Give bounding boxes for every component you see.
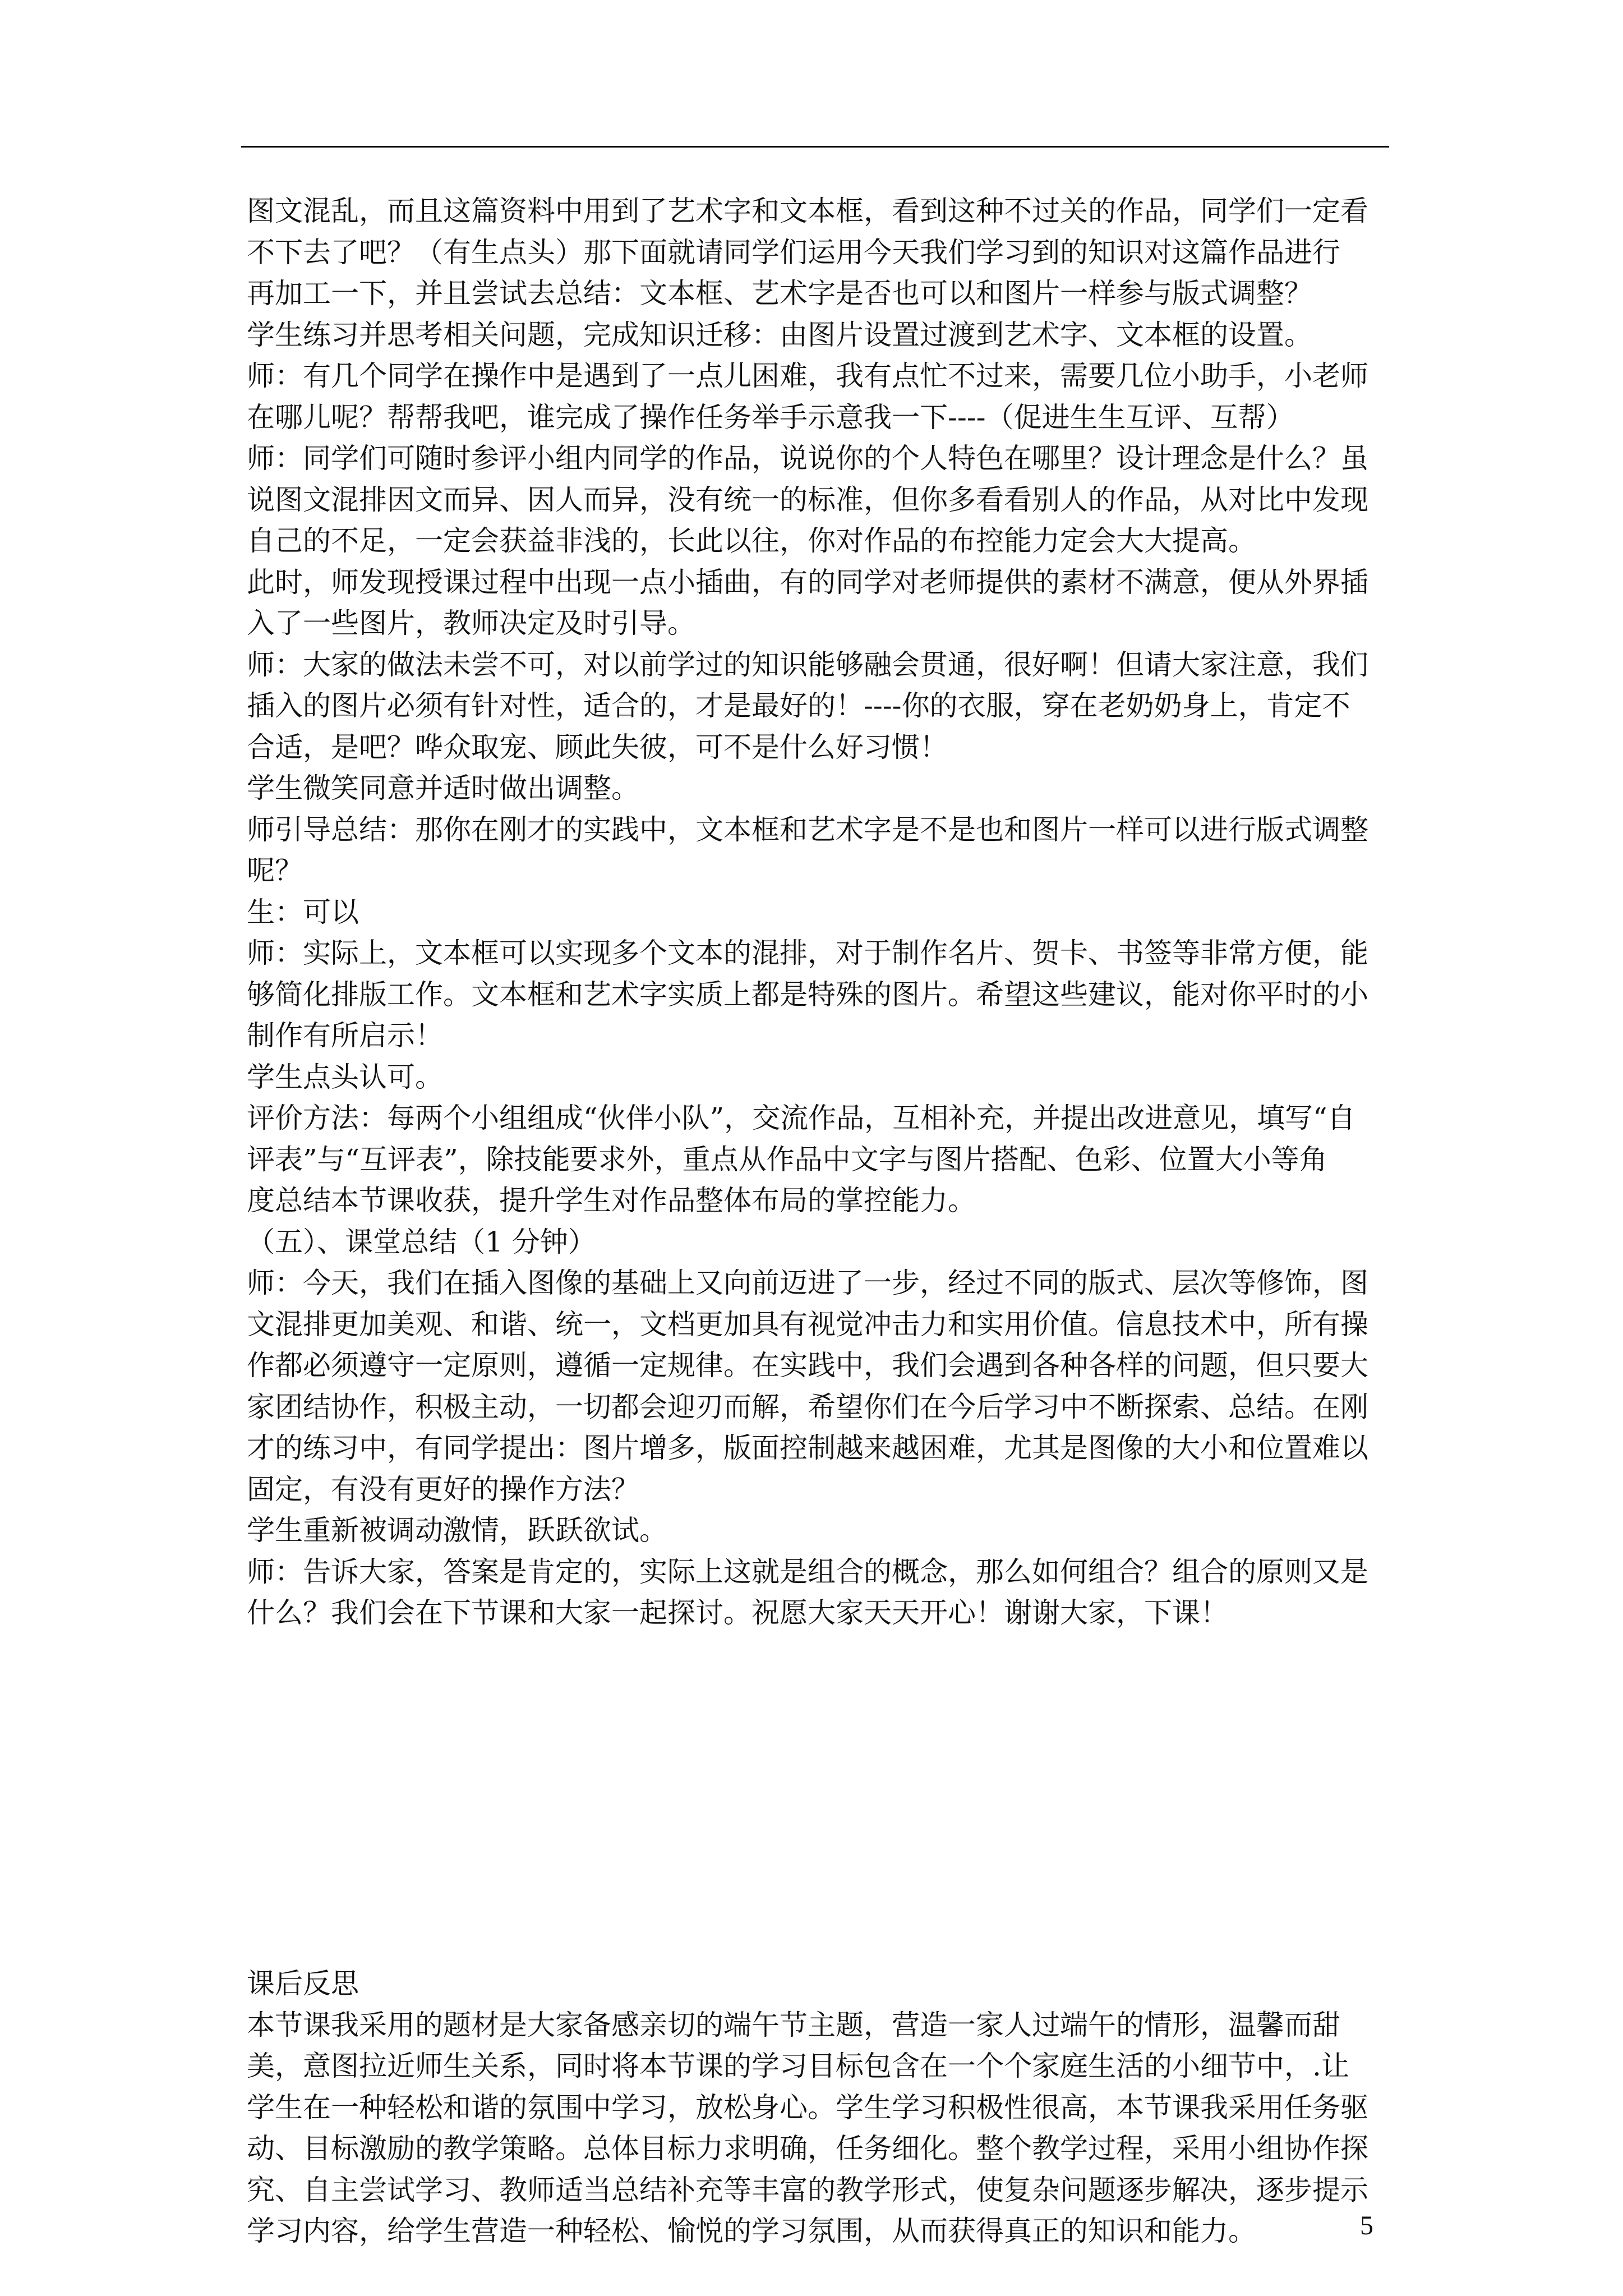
- text-line: 师：今天，我们在插入图像的基础上又向前迈进了一步，经过不同的版式、层次等修饰，图: [247, 1267, 1368, 1299]
- header-rule: [241, 146, 1389, 148]
- text-line: 自己的不足，一定会获益非浅的，长此以往，你对作品的布控能力定会大大提高。: [247, 524, 1256, 557]
- section-gap: [247, 1840, 1385, 1963]
- text-line: 师：有几个同学在操作中是遇到了一点儿困难，我有点忙不过来，需要几位小助手，小老师: [247, 360, 1368, 392]
- text-line: [247, 1757, 1385, 1799]
- text-line: 师：同学们可随时参评小组内同学的作品，说说你的个人特色在哪里？设计理念是什么？虽: [247, 442, 1368, 475]
- text-line: 评价方法：每两个小组组成“伙伴小队”，交流作品，互相补充，并提出改进意见，填写“自: [247, 1102, 1355, 1134]
- text-line: 学生微笑同意并适时做出调整。: [247, 772, 639, 804]
- text-line: 图文混乱，而且这篇资料中用到了艺术字和文本框，看到这种不过关的作品，同学们一定看: [247, 195, 1368, 227]
- text-line: 师引导总结：那你在刚才的实践中，文本框和艺术字是不是也和图片一样可以进行版式调整: [247, 813, 1368, 846]
- text-line: 究、自主尝试学习、教师适当总结补充等丰富的教学形式，使复杂问题逐步解决，逐步提示: [247, 2173, 1368, 2206]
- text-line: 师：实际上，文本框可以实现多个文本的混排，对于制作名片、贺卡、书签等非常方便，能: [247, 937, 1368, 969]
- text-line: 固定，有没有更好的操作方法？: [247, 1473, 639, 1506]
- text-line: 才的练习中，有同学提出：图片增多，版面控制越来越困难，尤其是图像的大小和位置难以: [247, 1432, 1368, 1464]
- text-line: 师：大家的做法未尝不可，对以前学过的知识能够融会贯通，很好啊！但请大家注意，我们: [247, 648, 1368, 681]
- text-line: 此时，师发现授课过程中出现一点小插曲，有的同学对老师提供的素材不满意，便从外界插: [247, 565, 1368, 599]
- text-line: 呢？: [247, 854, 303, 887]
- text-line: 插入的图片必须有针对性，适合的，才是最好的！----你的衣服，穿在老奶奶身上，肯定不: [247, 689, 1350, 722]
- text-line: 入了一些图片，教师决定及时引导。: [247, 607, 695, 639]
- text-line: 师：告诉大家，答案是肯定的，实际上这就是组合的概念，那么如何组合？组合的原则又是: [247, 1555, 1368, 1588]
- text-line: 学生练习并思考相关问题，完成知识迁移：由图片设置过渡到艺术字、文本框的设置。: [247, 318, 1312, 351]
- text-line: 本节课我采用的题材是大家备感亲切的端午节主题，营造一家人过端午的情形，温馨而甜: [247, 2008, 1340, 2041]
- text-line: 作都必须遵守一定原则，遵循一定规律。在实践中，我们会遇到各种各样的问题，但只要大: [247, 1349, 1368, 1382]
- text-line: 在哪儿呢？帮帮我吧，谁完成了操作任务举手示意我一下----（促进生生互评、互帮）: [247, 401, 1294, 434]
- text-line: 合适，是吧？哗众取宠、顾此失彼，可不是什么好习惯！: [247, 730, 948, 763]
- text-line: 生：可以: [247, 895, 359, 928]
- text-line: 度总结本节课收获，提升学生对作品整体布局的掌控能力。: [247, 1184, 976, 1217]
- text-line: 不下去了吧？（有生点头）那下面就请同学们运用今天我们学习到的知识对这篇作品进行: [247, 236, 1340, 269]
- text-line: 学生在一种轻松和谐的氛围中学习，放松身心。学生学习积极性很高，本节课我采用任务驱: [247, 2091, 1368, 2124]
- text-line: 学习内容，给学生营造一种轻松、愉悦的学习氛围，从而获得真正的知识和能力。: [247, 2215, 1256, 2247]
- text-line: 美，意图拉近师生关系，同时将本节课的学习目标包含在一个个家庭生活的小细节中，.让: [247, 2050, 1349, 2082]
- text-line: [247, 1634, 1385, 1676]
- text-line: 什么？我们会在下节课和大家一起探讨。祝愿大家天天开心！谢谢大家，下课！: [247, 1596, 1228, 1629]
- text-line: （五）、课堂总结（1 分钟）: [247, 1225, 596, 1258]
- text-line: 学生点头认可。: [247, 1060, 443, 1093]
- body-text: [247, 191, 1385, 2252]
- text-line: 够简化排版工作。文本框和艺术字实质上都是特殊的图片。希望这些建议，能对你平时的小: [247, 978, 1368, 1011]
- text-line: 家团结协作，积极主动，一切都会迎刃而解，希望你们在今后学习中不断探索、总结。在刚: [247, 1390, 1368, 1423]
- text-line: [247, 1799, 1385, 1841]
- text-line: 文混排更加美观、和谐、统一，文档更加具有视觉冲击力和实用价值。信息技术中，所有操: [247, 1308, 1368, 1341]
- section-heading: 课后反思: [247, 1967, 359, 2000]
- text-line: 再加工一下，并且尝试去总结：文本框、艺术字是否也可以和图片一样参与版式调整？: [247, 277, 1312, 310]
- text-line: 制作有所启示！: [247, 1019, 443, 1052]
- text-line: 学生重新被调动激情，跃跃欲试。: [247, 1514, 667, 1547]
- text-line: 说图文混排因文而异、因人而异，没有统一的标准，但你多看看别人的作品，从对比中发现: [247, 483, 1368, 516]
- page-number: 5: [1360, 2211, 1373, 2240]
- text-line: [247, 1675, 1385, 1717]
- text-line: [247, 1717, 1385, 1758]
- text-line: 评表”与“互评表”，除技能要求外，重点从作品中文字与图片搭配、色彩、位置大小等角: [247, 1143, 1327, 1176]
- text-line: 动、目标激励的教学策略。总体目标力求明确，任务细化。整个教学过程，采用小组协作探: [247, 2132, 1368, 2165]
